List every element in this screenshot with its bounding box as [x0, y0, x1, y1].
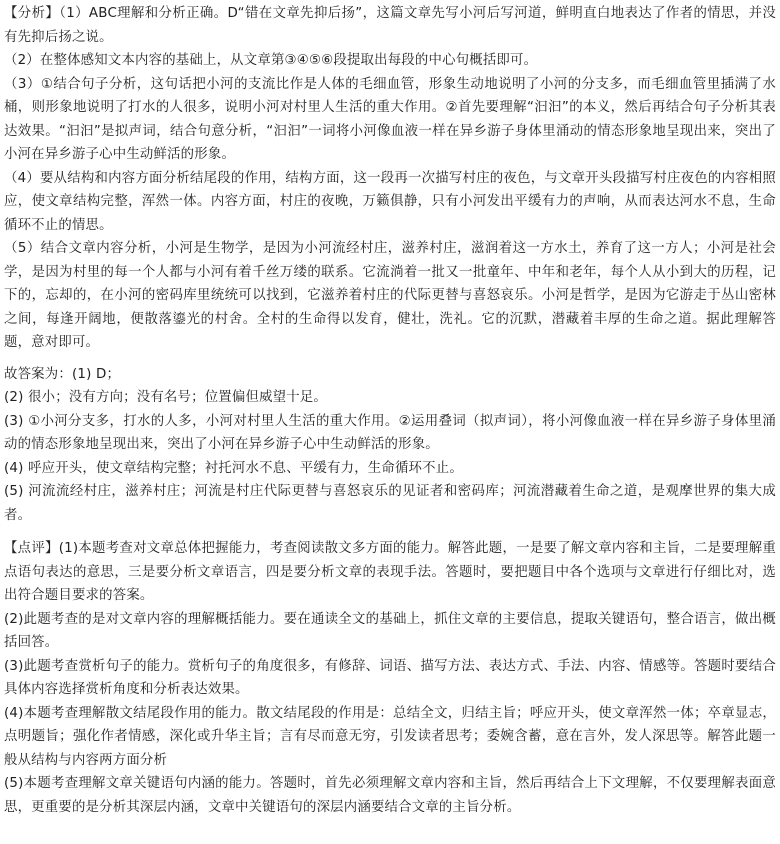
comment-paragraph-3: (3)此题考查赏析句子的能力。赏析句子的角度很多，有修辞、词语、描写方法、表达方式、手法、内容、情感等。答题时要结合具体内容选择赏析角度和分析表达效果。 — [4, 658, 776, 697]
analysis-paragraph-5: （5）结合文章内容分析，小河是生物学，是因为小河流经村庄，滋养村庄，滋润着这一方水土，养育了这一方人；小河是社会学，是因为村里的每一个人都与小河有着千丝万缕的联系。它流淌着一批又一批童年、中年和老年，每个人从小到大的历程，记下的，忘却的，在小河的密码库里统统可以找到，它滋养着村庄的代际更替与喜怒哀乐。小河是哲学，是因为它游走于丛山密林之间，每逢开阔地，便散落鎏光的村舍。全村的生命得以发育，健壮，洗礼。它的沉默，潜藏着丰厚的生命之道。据此理解答题，意对即可。 — [4, 241, 776, 350]
analysis-paragraph-1: 【分析】（1）ABC理解和分析正确。D“错在文章先抑后扬”，这篇文章先写小河后写河道，鲜明直白地表达了作者的情思，并没有先抑后扬之说。 — [4, 6, 776, 45]
answer-5: (5) 河流流经村庄，滋养村庄；河流是村庄代际更替与喜怒哀乐的见证者和密码库；河流潜藏着生命之道，是观摩世界的集大成者。 — [4, 484, 776, 523]
comment-section — [4, 537, 776, 819]
spacer — [4, 527, 776, 537]
comment-paragraph-5: (5)本题考查理解文章关键语句内涵的能力。答题时，首先必须理解文章内容和主旨，然后再结合上下文理解，不仅要理解表面意思，更重要的是分析其深层内涵，文章中关键语句的深层内涵要结合文章的主旨分析。 — [4, 776, 776, 815]
answer-4: (4) 呼应开头，使文章结构完整；衬托河水不息、平缓有力，生命循环不止。 — [4, 460, 463, 476]
comment-paragraph-1: 【点评】(1)本题考查对文章总体把握能力，考查阅读散文多方面的能力。解答此题，一是要了解文章内容和主旨，二是要理解重点语句表达的意思，三是要分析文章语言，四是要分析文章的表现手法。答题时，要把题目中各个选项与文章进行仔细比对，选出符合题目要求的答案。 — [4, 541, 776, 603]
answer-3: (3) ①小河分支多，打水的人多，小河对村里人生活的重大作用。②运用叠词（拟声词），将小河像血液一样在异乡游子身体里涌动的情态形象地呈现出来，突出了小河在异乡游子心中生动鲜活的形象。 — [4, 413, 776, 452]
answer-2: (2) 很小；没有方向；没有名号；位置偏但威望十足。 — [4, 390, 328, 405]
spacer — [4, 355, 776, 363]
comment-paragraph-2: (2)此题考查的是对文章内容的理解概括能力。要在通读全文的基础上，抓住文章的主要信息，提取关键语句，整合语言，做出概括回答。 — [4, 611, 776, 650]
analysis-paragraph-2: （2）在整体感知文本内容的基础上，从文章第③④⑤⑥段提取出每段的中心句概括即可。 — [4, 53, 538, 68]
analysis-paragraph-3: （3）①结合句子分析，这句话把小河的支流比作是人体的毛细血管，形象生动地说明了小河的分支多，而毛细血管里插满了水桶，则形象地说明了打水的人很多，说明小河对村里人生活的重大作用。②首先要理解“汩汩”的本义，然后再结合句子分析其表达效果。“汩汩”是拟声词，结合句意分析，“汩汩”一词将小河像血液一样在异乡游子身体里涌动的情态形象地呈现出来，突出了小河在异乡游子心中生动鲜活的形象。 — [4, 76, 776, 162]
answers-intro: 故答案为：(1) D； — [4, 366, 121, 382]
analysis-section — [4, 2, 776, 355]
answers-section — [4, 363, 776, 528]
analysis-paragraph-4: （4）要从结构和内容方面分析结尾段的作用，结构方面，这一段再一次描写村庄的夜色，与文章开头段描写村庄夜色的内容相照应，使文章结构完整，浑然一体。内容方面，村庄的夜晚，万籁俱静，只有小河发出平缓有力的声响，从而表达河水不息，生命循环不止的情思。 — [4, 170, 776, 233]
comment-paragraph-4: (4)本题考查理解散文结尾段作用的能力。散文结尾段的作用是：总结全文，归结主旨；呼应开头，使文章浑然一体；卒章显志，点明题旨；强化作者情感，深化或升华主旨；言有尽而意无穷，引发读者思考；委婉含蓄，意在言外，发人深思等。解答此题一般从结构与内容两方面分析 — [4, 705, 776, 768]
